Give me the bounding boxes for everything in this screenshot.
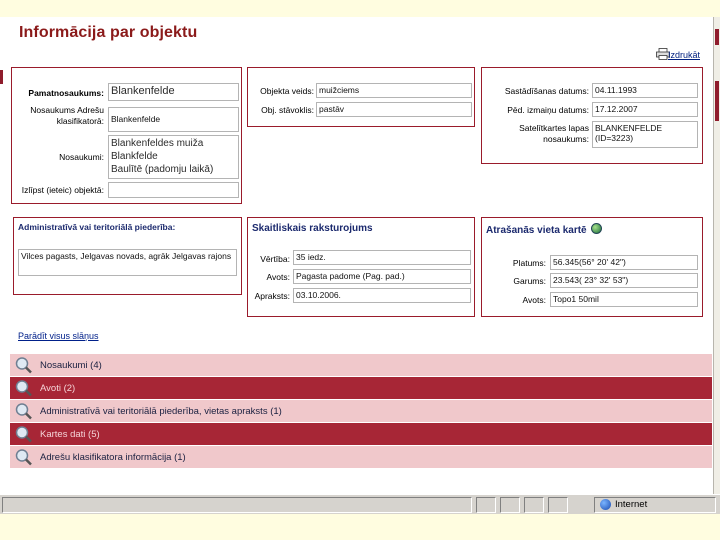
quant-panel (247, 217, 475, 317)
label-izlipst: Izlīpst (ieteic) objektā: (21, 185, 104, 195)
accordion-label: Kartes dati (5) (40, 428, 100, 440)
value-avots-l: Topo1 50mil (550, 292, 698, 307)
label-ped-izmainu: Pēd. izmaiņu datums: (507, 105, 589, 115)
magnifier-icon (14, 379, 34, 397)
type-panel (247, 67, 475, 127)
location-panel (481, 217, 703, 317)
value-platums: 56.345(56° 20' 42") (550, 255, 698, 270)
value-adresu-klasifikators: Blankenfelde (108, 107, 239, 132)
value-objekta-veids: muižciems (316, 83, 472, 98)
location-panel-title (486, 223, 602, 236)
accordion-row-kartes-dati[interactable] (10, 423, 712, 445)
label-pamatnosaukums: Pamatnosaukums: (28, 88, 104, 98)
value-admin: Vilces pagasts, Jelgavas novads, agrāk Jelgavas rajons (18, 249, 237, 276)
label-vertiba: Vērtība: (260, 254, 290, 264)
location-title-text: Atrašanās vieta kartē (486, 225, 587, 236)
magnifier-icon (14, 425, 34, 443)
label-avots-q: Avots: (266, 272, 290, 282)
value-vertiba: 35 iedz. (293, 250, 471, 265)
print-link[interactable]: Izdrukāt (667, 50, 700, 60)
accordion-row-admin[interactable] (10, 400, 712, 422)
magnifier-icon (14, 402, 34, 420)
frame-accent (715, 29, 719, 45)
label-satelitkarte: Satelītkartes lapas nosaukums: (519, 123, 589, 144)
status-cell (2, 497, 472, 513)
value-pamatnosaukums: Blankenfelde (108, 83, 239, 101)
status-cell (476, 497, 496, 513)
label-sastadisanas: Sastādīšanas datums: (504, 86, 589, 96)
security-zone (600, 499, 647, 510)
accordion-label: Avoti (2) (40, 382, 76, 394)
status-cell (524, 497, 544, 513)
value-obj-stavoklis: pastāv (316, 102, 472, 117)
value-izlipst (108, 182, 239, 198)
frame-accent (715, 81, 719, 121)
label-adresu-klasifikators (12, 105, 104, 127)
admin-panel-title: Administratīvā vai teritoriālā piederība: (18, 222, 176, 232)
status-cell (500, 497, 520, 513)
value-avots-q: Pagasta padome (Pag. pad.) (293, 269, 471, 284)
value-sastadisanas: 04.11.1993 (592, 83, 698, 98)
value-garums: 23.543( 23° 32' 53") (550, 273, 698, 288)
window-frame-right (713, 17, 720, 494)
label-garums: Garums: (513, 276, 546, 286)
nosaukums-item: Blankfelde (111, 151, 158, 162)
label-platums: Platums: (512, 258, 546, 268)
label-text: Nosaukums Adrešu klasifikatorā: (30, 105, 104, 126)
label-avots-l: Avots: (522, 295, 546, 305)
accordion-row-nosaukumi[interactable] (10, 354, 712, 376)
value-satelitkarte: BLANKENFELDE (ID=3223) (592, 121, 698, 148)
label-nosaukumi: Nosaukumi: (59, 152, 104, 162)
value-apraksts: 03.10.2006. (293, 288, 471, 303)
label-apraksts: Apraksts: (254, 291, 290, 301)
value-nosaukumi (108, 135, 239, 179)
page-title: Informācija par objektu (19, 24, 198, 41)
accordion-label: Nosaukumi (4) (40, 359, 102, 371)
globe-icon (600, 499, 611, 510)
main-info-panel (11, 67, 242, 204)
expand-all-link[interactable]: Parādīt visus slāņus (18, 331, 99, 341)
label-objekta-veids: Objekta veids: (260, 86, 314, 96)
magnifier-icon (14, 448, 34, 466)
accordion-row-adresu[interactable] (10, 446, 712, 468)
quant-panel-title: Skaitliskais raksturojums (252, 223, 373, 234)
admin-panel (13, 217, 242, 295)
zone-label: Internet (615, 499, 648, 510)
label-obj-stavoklis: Obj. stāvoklis: (261, 105, 314, 115)
accordion-label: Adrešu klasifikatora informācija (1) (40, 451, 186, 463)
value-ped-izmainu: 17.12.2007 (592, 102, 698, 117)
nosaukums-item: Baulītē (padomju laikā) (111, 164, 214, 175)
dates-panel (481, 67, 703, 164)
nosaukums-item: Blankenfeldes muiža (111, 138, 204, 149)
map-globe-icon[interactable] (591, 223, 602, 234)
accordion-label: Administratīvā vai teritoriālā piederība, vietas apraksts (1) (40, 405, 282, 417)
magnifier-icon (14, 356, 34, 374)
accordion-row-avoti[interactable] (10, 377, 712, 399)
left-accent (0, 70, 3, 84)
status-bar (0, 494, 720, 514)
status-cell (548, 497, 568, 513)
